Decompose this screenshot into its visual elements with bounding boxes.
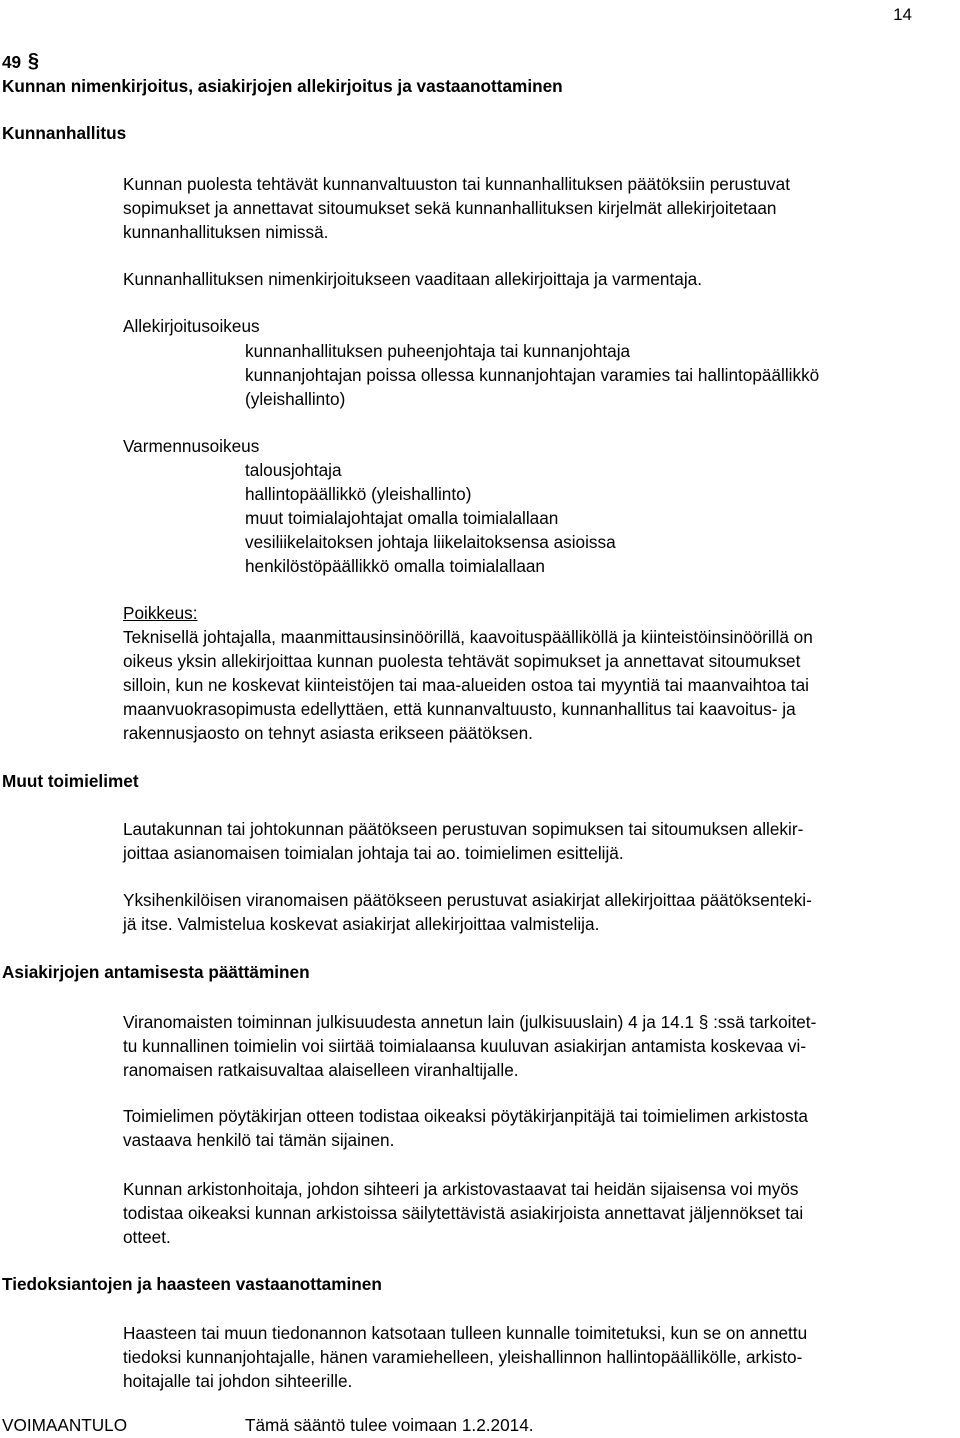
paragraph-line: tiedoksi kunnanjohtajalle, hänen varamiehelleen, yleishallinnon hallintopäällikölle, arkisto- [123,1347,803,1367]
paragraph-line: Lautakunnan tai johtokunnan päätökseen perustuvan sopimuksen tai sitoumuksen allekir- [123,819,804,839]
paragraph-line: otteet. [123,1227,171,1247]
exception-line: maanvuokrasopimusta edellyttäen, että kunnanvaltuusto, kunnanhallitus tai kaavoitus- ja [123,699,796,719]
heading-muut-toimielimet: Muut toimielimet [2,771,139,791]
paragraph-line: ranomaisen ratkaisuvaltaa alaiselleen viranhaltijalle. [123,1060,519,1080]
countersign-item: muut toimialajohtajat omalla toimialallaan [245,508,559,528]
countersign-item: hallintopäällikkö (yleishallinto) [245,484,472,504]
paragraph-line: todistaa oikeaksi kunnan arkistoissa säilytettävistä asiakirjoista annettavat jäljennökset tai [123,1203,804,1223]
signing-item: kunnanjohtajan poissa ollessa kunnanjohtajan varamies tai hallintopäällikkö [245,365,820,385]
section-title: Kunnan nimenkirjoitus, asiakirjojen allekirjoitus ja vastaanottaminen [2,76,563,96]
countersign-heading: Varmennusoikeus [123,436,260,456]
paragraph-line: Kunnan arkistonhoitaja, johdon sihteeri ja arkistovastaavat tai heidän sijaisensa voi myös [123,1179,799,1199]
paragraph-line: tu kunnallinen toimielin voi siirtää toimialaansa kuuluvan asiakirjan antamista koskevaa vi- [123,1036,807,1056]
intro-line: sopimukset ja annettavat sitoumukset sekä kunnanhallituksen kirjelmät allekirjoitetaan [123,198,777,218]
section-number-value: 49 [2,52,22,72]
paragraph-line: jä itse. Valmistelua koskevat asiakirjat allekirjoittaa valmistelija. [123,914,600,934]
exception-line: Teknisellä johtajalla, maanmittausinsinöörillä, kaavoituspäälliköllä ja kiinteistöinsinöörillä on [123,627,813,647]
countersign-item: henkilöstöpäällikkö omalla toimialallaan [245,556,545,576]
signing-heading: Allekirjoitusoikeus [123,316,260,336]
footer-text: Tämä sääntö tulee voimaan 1.2.2014. [245,1415,534,1435]
countersign-item: talousjohtaja [245,460,342,480]
heading-asiakirjojen-antaminen: Asiakirjojen antamisesta päättäminen [2,962,310,982]
paragraph-line: hoitajalle tai johdon sihteerille. [123,1371,353,1391]
intro-line: Kunnan puolesta tehtävät kunnanvaltuuston tai kunnanhallituksen päätöksiin perustuvat [123,174,790,194]
requirement-text: Kunnanhallituksen nimenkirjoitukseen vaaditaan allekirjoittaja ja varmentaja. [123,269,702,289]
paragraph-line: Yksihenkilöisen viranomaisen päätökseen perustuvat asiakirjat allekirjoittaa päätöksenteki- [123,890,812,910]
paragraph-line: Toimielimen pöytäkirjan otteen todistaa oikeaksi pöytäkirjanpitäjä tai toimielimen arkistosta [123,1106,808,1126]
exception-line: oikeus yksin allekirjoittaa kunnan puolesta tehtävät sopimukset ja annettavat sitoumukset [123,651,801,671]
footer-label: VOIMAANTULO [2,1415,128,1435]
signing-item: kunnanhallituksen puheenjohtaja tai kunnanjohtaja [245,341,631,361]
exception-line: silloin, kun ne koskevat kiinteistöjen tai maa-alueiden ostoa tai myyntiä tai maanvaihtoa tai [123,675,809,695]
paragraph-line: joittaa asianomaisen toimialan johtaja tai ao. toimielimen esittelijä. [123,843,624,863]
page-number: 14 [893,5,912,24]
signing-item: (yleishallinto) [245,389,346,409]
countersign-item: vesiliikelaitoksen johtaja liikelaitoksensa asioissa [245,532,616,552]
exception-label: Poikkeus: [123,603,198,623]
paragraph-line: vastaava henkilö tai tämän sijainen. [123,1130,395,1150]
section-sign-icon [26,52,48,74]
exception-line: rakennusjaosto on tehnyt asiasta erikseen päätöksen. [123,723,533,743]
intro-line: kunnanhallituksen nimissä. [123,222,329,242]
heading-tiedoksianto: Tiedoksiantojen ja haasteen vastaanottaminen [2,1274,382,1294]
paragraph-line: Haasteen tai muun tiedonannon katsotaan tulleen kunnalle toimitetuksi, kun se on annettu [123,1323,808,1343]
section-number [2,51,48,75]
paragraph-line: Viranomaisten toiminnan julkisuudesta annetun lain (julkisuuslain) 4 ja 14.1 § :ssä tarkoitet- [123,1012,817,1032]
heading-kunnanhallitus: Kunnanhallitus [2,123,127,143]
